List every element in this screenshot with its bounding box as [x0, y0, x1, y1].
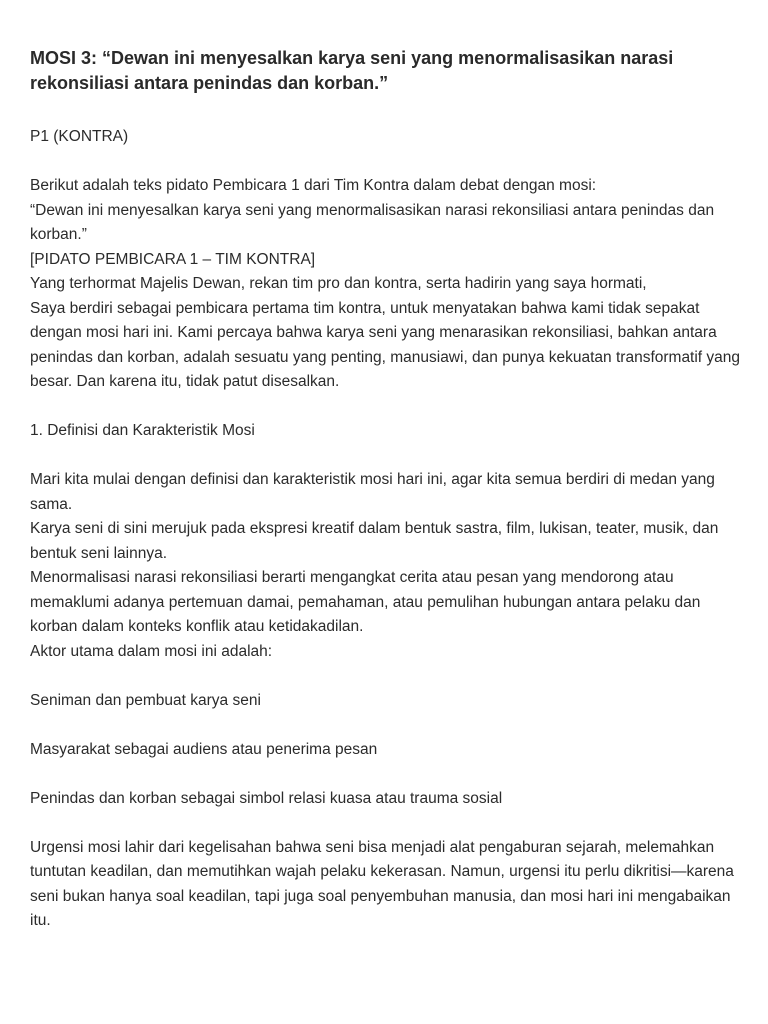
page-title: MOSI 3: “Dewan ini menyesalkan karya seni yang menormalisasikan narasi rekonsiliasi antara penindas dan korban.”: [30, 48, 674, 93]
definition-line: Aktor utama dalam mosi ini adalah:: [30, 642, 273, 660]
definition-line: Mari kita mulai dengan definisi dan karakteristik mosi hari ini, agar kita semua berdiri di medan yang sama.: [30, 471, 715, 513]
document-page: [30, 46, 742, 958]
intro-block: [30, 174, 742, 395]
speaker-tag: P1 (KONTRA): [30, 128, 129, 145]
actor-item: Penindas dan korban sebagai simbol relasi kuasa atau trauma sosial: [30, 789, 503, 807]
actor-item: Masyarakat sebagai audiens atau penerima pesan: [30, 740, 378, 758]
intro-line: Saya berdiri sebagai pembicara pertama tim kontra, untuk menyatakan bahwa kami tidak sepakat dengan mosi hari ini. Kami percaya bahwa karya seni yang menarasikan rekonsiliasi, bahkan antara penindas dan korban, adalah sesuatu yang penting, manusiawi, dan punya kekuatan transformatif yang besar. Dan karena itu, tidak patut disesalkan.: [30, 299, 741, 390]
definition-line: Karya seni di sini merujuk pada ekspresi kreatif dalam bentuk sastra, film, lukisan, teater, musik, dan bentuk seni lainnya.: [30, 520, 719, 562]
intro-line: Berikut adalah teks pidato Pembicara 1 dari Tim Kontra dalam debat dengan mosi:: [30, 177, 597, 194]
intro-line: [PIDATO PEMBICARA 1 – TIM KONTRA]: [30, 250, 316, 268]
definition-line: Menormalisasi narasi rekonsiliasi berarti mengangkat cerita atau pesan yang mendorong atau memaklumi adanya pertemuan damai, pemahaman, atau pemulihan hubungan antara pelaku dan korban dalam konteks konflik atau ketidakadilan.: [30, 569, 701, 635]
urgency-paragraph: Urgensi mosi lahir dari kegelisahan bahwa seni bisa menjadi alat pengaburan sejarah, melemahkan tuntutan keadilan, dan memutihkan wajah pelaku kekerasan. Namun, urgensi itu perlu dikritisi—karena seni bukan hanya soal keadilan, tapi juga soal penyembuhan manusia, dan mosi hari ini mengabaikan itu.: [30, 838, 734, 929]
actor-item: Seniman dan pembuat karya seni: [30, 691, 261, 709]
intro-line: Yang terhormat Majelis Dewan, rekan tim pro dan kontra, serta hadirin yang saya hormati,: [30, 275, 647, 292]
section-heading: 1. Definisi dan Karakteristik Mosi: [30, 422, 255, 439]
intro-line: “Dewan ini menyesalkan karya seni yang menormalisasikan narasi rekonsiliasi antara penindas dan korban.”: [30, 201, 715, 243]
definition-block: [30, 468, 742, 664]
